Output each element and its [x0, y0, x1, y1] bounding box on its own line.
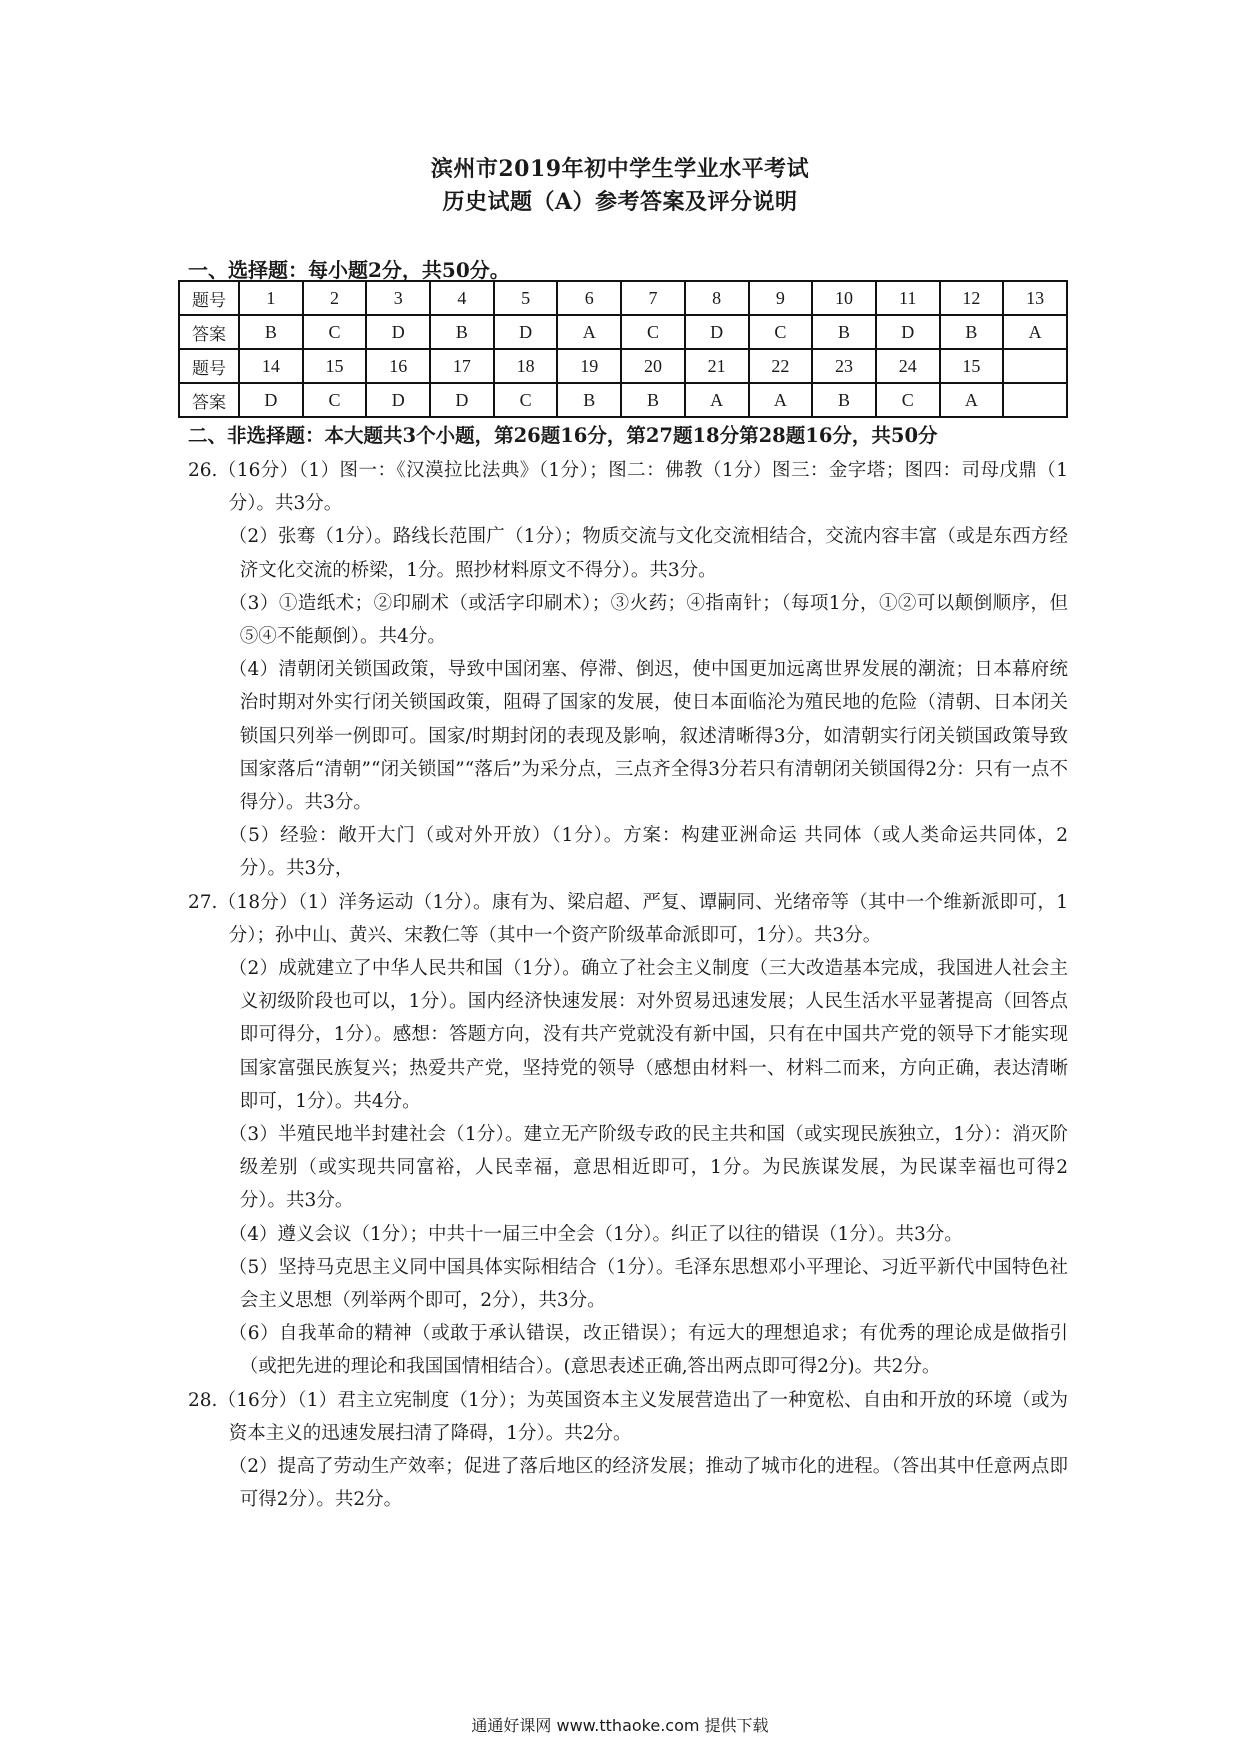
- footer-text: 通通好课网 www.tthaoke.com 提供下载: [471, 1716, 769, 1735]
- answer-cell: [1003, 383, 1067, 417]
- question-number: 11: [876, 281, 940, 315]
- answer-cell: A: [749, 383, 813, 417]
- answer-cell: B: [812, 315, 876, 349]
- question-number: 18: [494, 349, 558, 383]
- answer-cell: D: [239, 383, 303, 417]
- answer-cell: B: [239, 315, 303, 349]
- question-number: 6: [557, 281, 621, 315]
- q27-part3: （3）半殖民地半封建社会（1分）。建立无产阶级专政的民主共和国（或实现民族独立，1分）：消灭阶级差别（或实现共同富裕，人民幸福，意思相近即可，1分。为民族谋发展，为民谋幸福也可得2分）。共3分。: [228, 1124, 1068, 1212]
- answer-cell: B: [812, 383, 876, 417]
- answer-cell: D: [366, 315, 430, 349]
- question-number: 22: [749, 349, 813, 383]
- question-number: 10: [812, 281, 876, 315]
- question-number: 16: [366, 349, 430, 383]
- section2-heading: 二、非选择题：本大题共3个小题，第26题16分，第27题18分第28题16分，共50分: [188, 424, 938, 447]
- question-number: 19: [557, 349, 621, 383]
- answer-cell: C: [494, 383, 558, 417]
- answer-cell: D: [366, 383, 430, 417]
- answer-cell: D: [494, 315, 558, 349]
- q27-answer: 27.（18分）（1）洋务运动（1分）。康有为、梁启超、严复、谭嗣同、光绪帝等（其中一个维新派即可，1分）；孙中山、黄兴、宋教仁等（其中一个资产阶级革命派即可，1分）。共3分。: [188, 891, 1068, 946]
- question-number: 15: [940, 349, 1004, 383]
- question-number: 4: [430, 281, 494, 315]
- section1-heading: 一、选择题：每小题2分，共50分。: [188, 258, 510, 282]
- q28-answer: 28.（16分）（1）君主立宪制度（1分）；为英国资本主义发展营造出了一种宽松、自由和开放的环境（或为资本主义的迅速发展扫清了降碍，1分）。共2分。: [188, 1389, 1068, 1444]
- q26-answer: 26.（16分）（1）图一：《汉漠拉比法典》（1分）；图二：佛教（1分）图三：金字塔；图四：司母戊鼎（1分）。共3分。: [188, 460, 1068, 515]
- question-number: 5: [494, 281, 558, 315]
- q26-part4: （4）清朝闭关锁国政策，导致中国闭塞、停滞、倒迟，使中国更加远离世界发展的潮流；日本幕府统治时期对外实行闭关锁国政策，阻碍了国家的发展，使日本面临沦为殖民地的危险（清朝、日本闭关锁国只列举一例即可。国家/时期封闭的表现及影响，叙述清晰得3分，如清朝实行闭关锁国政策导致国家落后“清朝”“闭关锁国”“落后”为采分点，三点齐全得3分若只有清朝闭关锁国得2分：只有一点不得分）。共3分。: [228, 659, 1068, 814]
- answer-cell: C: [303, 383, 367, 417]
- answer-cell: C: [303, 315, 367, 349]
- q27-part4: （4）遵义会议（1分）；中共十一届三中全会（1分）。纠正了以往的错误（1分）。共3分。: [228, 1223, 963, 1245]
- row-label: 答案: [179, 383, 239, 417]
- answer-cell: A: [940, 383, 1004, 417]
- question-number: 14: [239, 349, 303, 383]
- answer-cell: D: [876, 315, 940, 349]
- answer-cell: A: [1003, 315, 1067, 349]
- question-number: 21: [685, 349, 749, 383]
- question-number: 12: [940, 281, 1004, 315]
- q28-part2: （2）提高了劳动生产效率；促进了落后地区的经济发展；推动了城市化的进程。（答出其中任意两点即可得2分）。共2分。: [228, 1456, 1068, 1511]
- q27-part5: （5）坚持马克思主义同中国具体实际相结合（1分）。毛泽东思想邓小平理论、习近平新代中国特色社会主义思想（列举两个即可，2分），共3分。: [228, 1256, 1068, 1312]
- document-title: 滨州市2019年初中学生学业水平考试: [430, 156, 810, 182]
- row-label: 题号: [179, 281, 239, 315]
- answer-cell: B: [430, 315, 494, 349]
- document-subtitle: 历史试题（A）参考答案及评分说明: [442, 189, 798, 215]
- question-number: 2: [303, 281, 367, 315]
- answer-cell: D: [430, 383, 494, 417]
- row-label: 答案: [179, 315, 239, 349]
- table-row: [179, 383, 1067, 417]
- question-number: [1003, 349, 1067, 383]
- answer-cell: B: [621, 383, 685, 417]
- q27-part2: （2）成就建立了中华人民共和国（1分）。确立了社会主义制度（三大改造基本完成，我国进人社会主义初级阶段也可以，1分）。国内经济快速发展：对外贸易迅速发展；人民生活水平显著提高（回答点即可得分，1分）。感想：答题方向，没有共产党就没有新中国，只有在中国共产党的领导下才能实现国家富强民族复兴；热爱共产党，坚持党的领导（感想由材料一、材料二而来，方向正确，表达清晰即可，1分）。共4分。: [228, 958, 1068, 1112]
- question-number: 20: [621, 349, 685, 383]
- row-label: 题号: [179, 349, 239, 383]
- q26-part5: （5）经验：敞开大门（或对外开放）（1分）。方案：构建亚洲命运 共同体（或人类命运共同体，2分）。共3分，: [228, 825, 1068, 880]
- answer-cell: B: [557, 383, 621, 417]
- question-number: 9: [749, 281, 813, 315]
- question-number: 24: [876, 349, 940, 383]
- table-row: [179, 281, 1067, 315]
- question-number: 7: [621, 281, 685, 315]
- q27-part6: （6）自我革命的精神（或敢于承认错误，改正错误）；有远大的理想追求；有优秀的理论成是做指引（或把先进的理论和我国国情相结合）。(意思表述正确,答出两点即可得2分)。共2分。: [228, 1323, 1068, 1378]
- answer-cell: C: [621, 315, 685, 349]
- answer-cell: A: [557, 315, 621, 349]
- question-number: 23: [812, 349, 876, 383]
- question-number: 15: [303, 349, 367, 383]
- q26-part2: （2）张骞（1分）。路线长范围广（1分）；物质交流与文化交流相结合，交流内容丰富（或是东西方经济文化交流的桥梁，1分。照抄材料原文不得分）。共3分。: [228, 526, 1068, 581]
- answer-cell: B: [940, 315, 1004, 349]
- question-number: 8: [685, 281, 749, 315]
- answer-cell: A: [685, 383, 749, 417]
- question-number: 1: [239, 281, 303, 315]
- answer-cell: D: [685, 315, 749, 349]
- answer-body: [188, 454, 1068, 1517]
- question-number: 17: [430, 349, 494, 383]
- table-row: [179, 315, 1067, 349]
- question-number: 13: [1003, 281, 1067, 315]
- answer-cell: C: [749, 315, 813, 349]
- question-number: 3: [366, 281, 430, 315]
- answer-cell: C: [876, 383, 940, 417]
- q26-part3: （3）①造纸术；②印刷术（或活字印刷术）；③火药；④指南针；（每项1分，①②可以颠倒顺序，但⑤④不能颠倒）。共4分。: [228, 592, 1068, 648]
- answer-table: [178, 280, 1068, 418]
- table-row: [179, 349, 1067, 383]
